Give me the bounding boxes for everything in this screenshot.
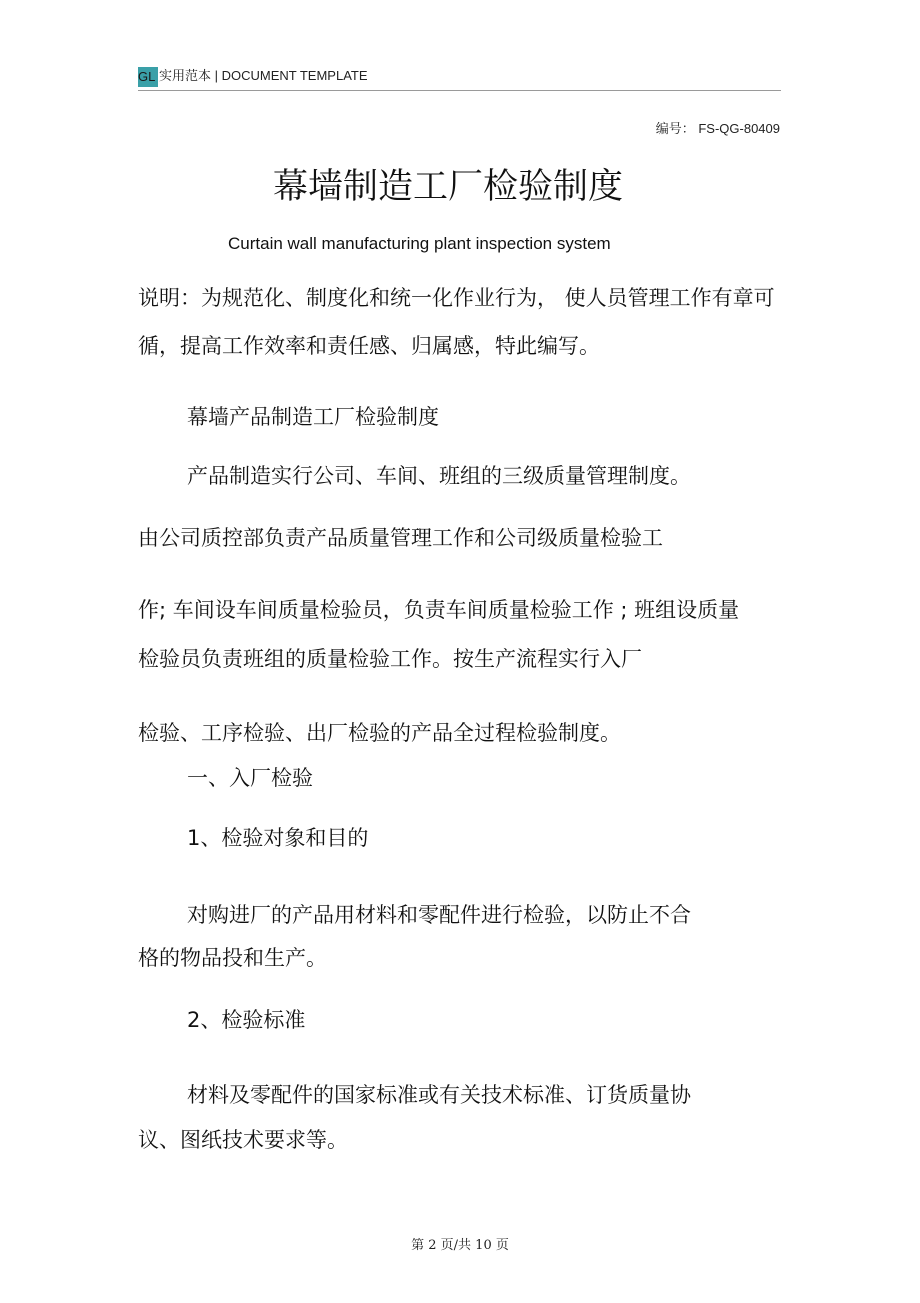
header-title: 实用范本 | DOCUMENT TEMPLATE (159, 68, 368, 83)
subsection-heading: 2、检验标准 (187, 1008, 306, 1032)
section-heading: 一、入厂检验 (187, 766, 313, 790)
body-line: 产品制造实行公司、车间、班组的三级质量管理制度。 (187, 464, 691, 488)
header-divider (138, 90, 781, 91)
document-subtitle: Curtain wall manufacturing plant inspection system (228, 234, 611, 253)
document-title: 幕墙制造工厂检验制度 (272, 167, 623, 207)
body-line: 说明：为规范化、制度化和统一化作业行为， 使人员管理工作有章可 (138, 286, 775, 310)
body-line: 材料及零配件的国家标准或有关技术标准、订货质量协 (187, 1083, 691, 1107)
body-line: 议、图纸技术要求等。 (138, 1128, 348, 1152)
subsection-heading: 1、检验对象和目的 (187, 826, 369, 850)
body-line: 循，提高工作效率和责任感、归属感，特此编写。 (138, 334, 600, 358)
body-line: 检验、工序检验、出厂检验的产品全过程检验制度。 (138, 721, 621, 745)
section-heading: 幕墙产品制造工厂检验制度 (187, 405, 439, 429)
header-logo: GL (138, 67, 158, 87)
page-footer: 第 2 页/共 10 页 (411, 1238, 509, 1253)
body-line: 检验员负责班组的质量检验工作。按生产流程实行入厂 (138, 647, 642, 671)
body-line: 由公司质控部负责产品质量管理工作和公司级质量检验工 (138, 526, 663, 550)
body-line: 作; 车间设车间质量检验员，负责车间质量检验工作 ; 班组设质量 (138, 598, 740, 622)
body-line: 对购进厂的产品用材料和零配件进行检验，以防止不合 (187, 903, 691, 927)
body-line: 格的物品投和生产。 (138, 946, 327, 970)
document-number: 编号： FS-QG-80409 (655, 121, 780, 136)
